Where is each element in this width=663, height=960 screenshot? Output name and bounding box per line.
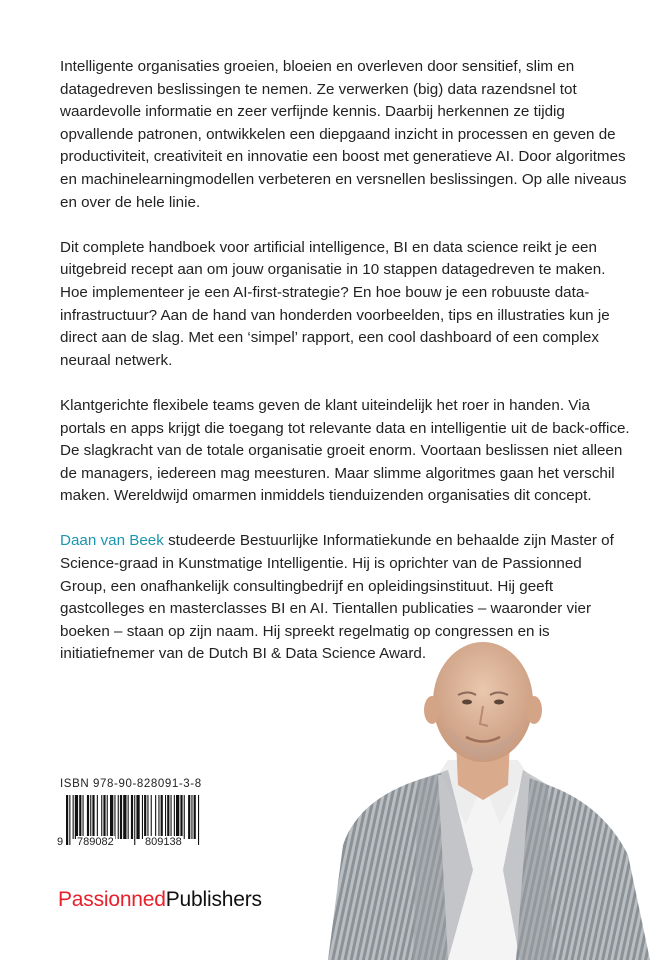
barcode-bar — [110, 795, 113, 839]
barcode-bar — [180, 795, 182, 839]
back-cover-text — [60, 56, 630, 689]
barcode-bar — [128, 795, 129, 839]
barcode-bar — [83, 795, 84, 839]
author-portrait-icon — [298, 640, 663, 960]
paragraph-handbook: Dit complete handboek voor artificial intelligence, BI en data science reikt je een uitgebreid recept aan om jouw organisatie in 10 stappen datagedreven te maken. Hoe implementeer je een AI-first-strategie? En hoe bouw je een robuuste data-infrastructuur? Aan de hand van honderden voorbeelden, tips en illustraties kun je direct aan de slag. Met een ‘simpel’ rapport, een cool dashboard of een complex neuraal netwerk. — [60, 238, 610, 369]
barcode-bar — [151, 795, 152, 839]
publisher-logo-part2: Publishers — [165, 888, 262, 911]
publisher-logo-part1: Passionned — [58, 888, 166, 911]
barcode-bar — [131, 795, 133, 839]
barcode-digits-left: 789082 — [77, 836, 114, 848]
barcode-bar — [142, 795, 143, 839]
author-bio-text: studeerde Bestuurlijke Informatiekunde en behaalde zijn Master of Science-graad in Kunstmatige Intelligentie. Hij is oprichter van de Passionned Group, een onafhankelijk consultingbedrijf en opleidingsinstituut. Hij geeft gastcolleges en masterclasses BI en AI. Tientallen publicaties – waaronder vier boeken – staan op zijn naam. Hij spreekt regelmatig op congressen en is initiatiefnemer van de Dutch BI & Data Science Award. — [60, 532, 614, 663]
barcode-bar — [123, 795, 126, 839]
barcode-bar — [101, 795, 102, 839]
barcode-bar — [176, 795, 179, 839]
barcode-bar — [114, 795, 115, 839]
barcode-bar — [90, 795, 91, 839]
barcode-bar — [161, 795, 163, 839]
barcode-bar — [118, 795, 119, 839]
barcode-bar — [184, 795, 185, 839]
barcode-bar — [97, 795, 98, 839]
barcode-bar — [174, 795, 175, 839]
barcode-bar — [75, 795, 78, 839]
barcode-bar — [79, 795, 81, 839]
barcode-bar — [171, 795, 172, 839]
barcode-bar — [165, 795, 166, 839]
barcode-bar — [194, 795, 196, 839]
barcode-bar — [136, 795, 139, 839]
paragraph-teams: Klantgerichte flexibele teams geven de klant uiteindelijk het roer in handen. Via portals en apps krijgt die toegang tot relevante data en intelligentie uit de back-office. De slagkracht van de totale organisatie groeit enorm. Voortaan beslissen niet alleen de managers, iedereen mag meesturen. Maar slimme algoritmes gaan het verschil maken. Wereldwijd omarmen inmiddels tienduizenden organisaties dit concept. — [60, 396, 630, 505]
isbn-label: ISBN 978-90-828091-3-8 — [60, 778, 202, 790]
author-name: Daan van Beek — [60, 532, 164, 550]
barcode-bar — [191, 795, 192, 839]
barcode-bar — [87, 795, 89, 839]
barcode-digit-first: 9 — [57, 836, 64, 848]
barcode-bar — [107, 795, 108, 839]
barcode-digits — [56, 836, 206, 850]
publisher-logo — [58, 888, 262, 912]
barcode-bar — [73, 795, 74, 839]
barcode-bar — [188, 795, 190, 839]
barcode-bar — [144, 795, 146, 839]
barcode-bar — [103, 795, 105, 839]
barcode-bar — [167, 795, 169, 839]
barcode-bar — [158, 795, 159, 839]
paragraph-intro: Intelligente organisaties groeien, bloeien en overleven door sensitief, slim en datagedreven beslissingen te nemen. Ze verwerken (big) data razendsnel tot waardevolle informatie en zeer verfijnde kennis. Daarbij herkennen ze tijdig opvallende patronen, ontwikkelen een diepgaand inzicht in processen en geven de productiviteit, creativiteit en innovatie een boost met generatieve AI. Door algoritmes en machinelearningmodellen verbeteren en versnellen beslissingen. Op alle niveaus en over de hele linie. — [60, 58, 627, 211]
barcode-bar — [155, 795, 156, 839]
barcode-bar — [92, 795, 94, 839]
barcode-bar — [120, 795, 122, 839]
barcode-digits-right: 809138 — [145, 836, 182, 848]
barcode-bar — [147, 795, 148, 839]
